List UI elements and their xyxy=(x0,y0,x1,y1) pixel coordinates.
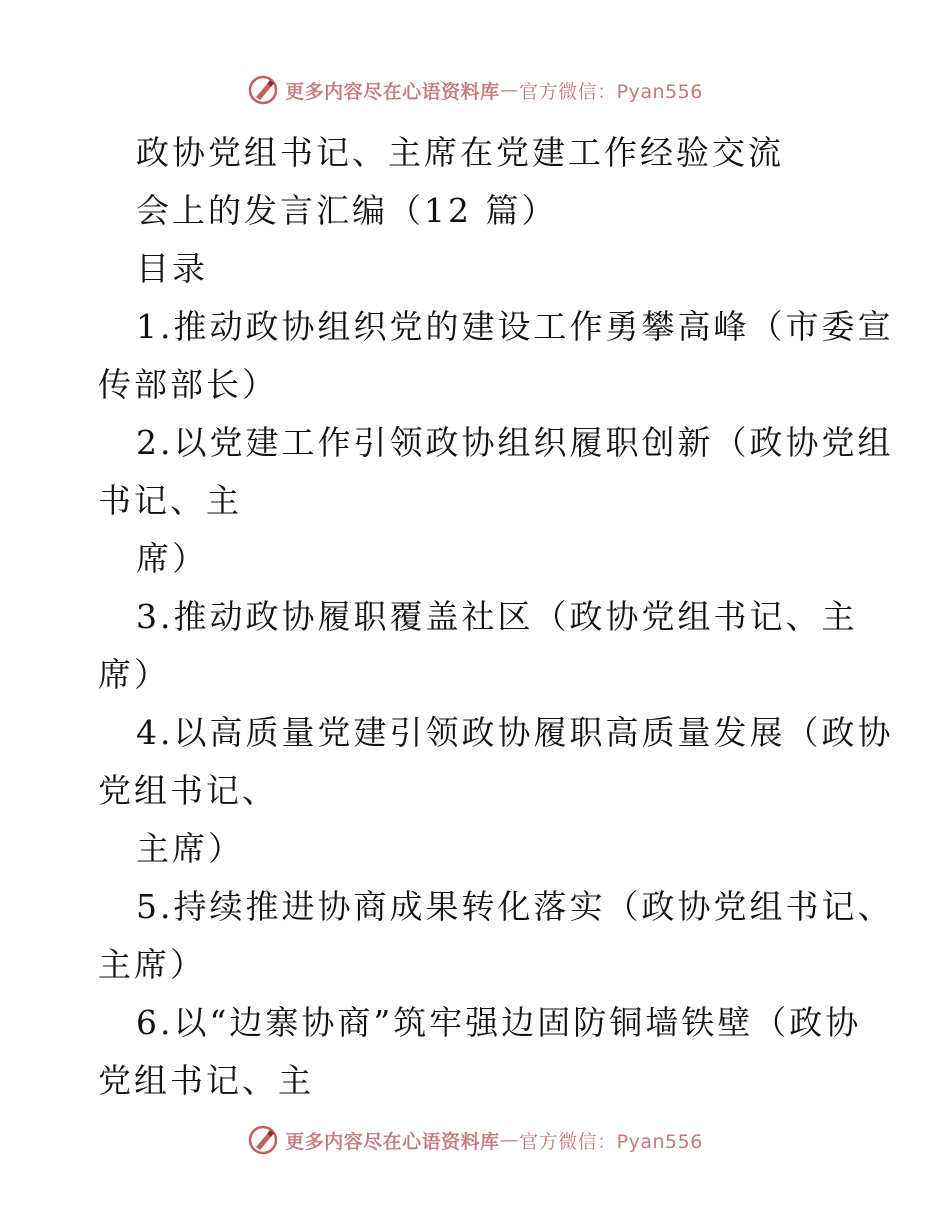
footer-watermark xyxy=(0,1120,950,1160)
document-title-line-1: 政协党组书记、主席在党建工作经验交流 xyxy=(136,133,784,172)
toc-line: 书记、主 xyxy=(98,481,242,520)
watermark-contact-text: 官方微信：Pyan556 xyxy=(519,1130,703,1153)
toc-line: 5.持续推进协商成果转化落实（政协党组书记、 xyxy=(136,887,894,926)
watermark-separator: — xyxy=(499,79,520,101)
toc-list xyxy=(98,298,894,1110)
toc-line: 党组书记、 xyxy=(98,771,278,810)
toc-line: 4.以高质量党建引领政协履职高质量发展（政协 xyxy=(136,713,894,752)
pen-logo-icon xyxy=(247,1124,279,1156)
toc-line: 1.推动政协组织党的建设工作勇攀高峰（市委宣 xyxy=(136,307,894,346)
toc-line: 6.以“边寨协商”筑牢强边固防铜墙铁壁（政协 xyxy=(136,1003,862,1042)
toc-line: 席） xyxy=(98,655,170,694)
pen-logo-icon xyxy=(247,74,279,106)
document-body xyxy=(98,124,894,1110)
toc-line: 3.推动政协履职覆盖社区（政协党组书记、主 xyxy=(136,597,858,636)
toc-line: 党组书记、主 xyxy=(98,1061,314,1100)
toc-line: 席） xyxy=(136,539,208,578)
watermark-separator: — xyxy=(499,1129,520,1151)
watermark-contact-text: 官方微信：Pyan556 xyxy=(519,80,703,103)
toc-line: 传部部长） xyxy=(98,365,278,404)
header-watermark xyxy=(0,70,950,110)
toc-line: 2.以党建工作引领政协组织履职创新（政协党组 xyxy=(136,423,894,462)
watermark-site-text: 更多内容尽在心语资料库 xyxy=(285,80,500,103)
toc-line: 主席） xyxy=(136,829,244,868)
toc-line: 主席） xyxy=(98,945,206,984)
document-title-line-2: 会上的发言汇编（12 篇） xyxy=(136,191,558,230)
toc-heading: 目录 xyxy=(136,249,208,288)
watermark-site-text: 更多内容尽在心语资料库 xyxy=(285,1130,500,1153)
